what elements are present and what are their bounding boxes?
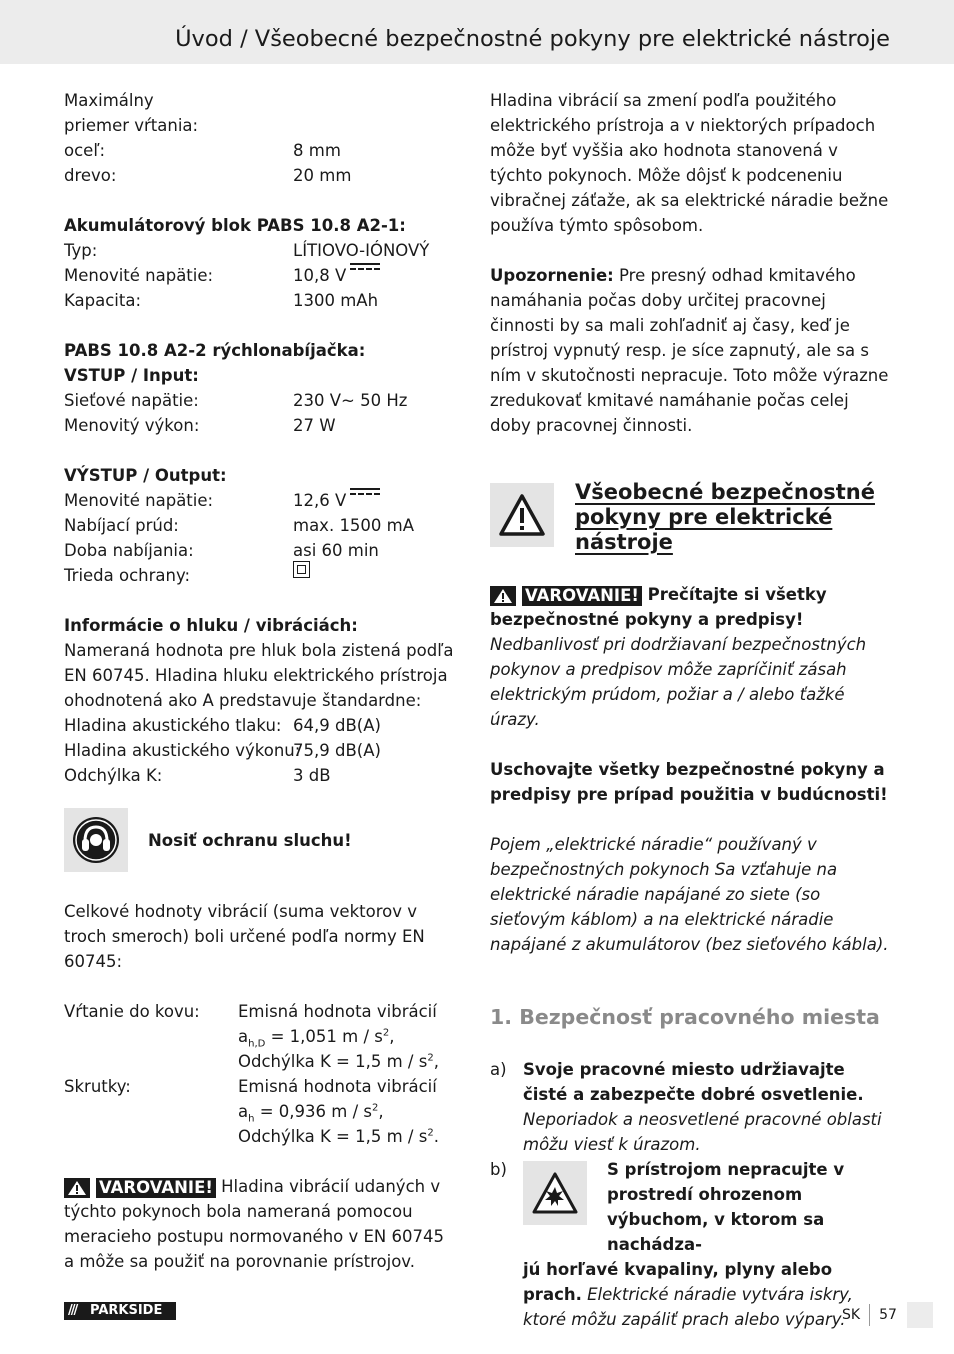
- spec-row: Hladina akustického tlaku: 64,9 dB(A): [64, 716, 381, 735]
- right-column: [490, 88, 890, 1332]
- vib-value: $a_h = 0,936$ m / $s^2$,: [238, 1102, 384, 1125]
- vib-row: [64, 1024, 459, 1049]
- upozornenie: Upozornenie: Pre presný odhad kmitavého namáhania počas doby určitej pracovnej činnosti by sa mali zohľadniť aj časy, keď je prístroj vypnutý resp. je síce zapnutý, ale sa s ním v skutočnosti nepracuje. Toto môže výrazne zredukovať kmitavé namáhanie počas celej doby pracovnej činnosti.: [490, 266, 889, 435]
- warning-sign-icon: [490, 483, 554, 547]
- spec-row: Sieťové napätie: 230 V~ 50 Hz: [64, 391, 408, 410]
- spec-row: Nabíjací prúd: max. 1500 mA: [64, 516, 415, 535]
- drill-label-1: Maximálny: [64, 91, 154, 110]
- ear-protection-text: Nosiť ochranu sluchu!: [148, 830, 352, 850]
- dc-symbol-icon: [350, 486, 380, 496]
- spec-row: Doba nabíjania: asi 60 min: [64, 541, 379, 560]
- output-heading: VÝSTUP / Output:: [64, 466, 227, 485]
- vib-row: [64, 1049, 459, 1074]
- parkside-logo: /// PARKSIDE: [64, 1302, 176, 1320]
- spec-row: drevo: 20 mm: [64, 166, 352, 185]
- warning-badge: VAROVANIE!: [490, 586, 642, 606]
- left-warning: VAROVANIE! Hladina vibrácií udaných v týchto pokynoch bola nameraná pomocou meracieho postupu normovaného v EN 60745 a môže sa použiť na porovnanie prístrojov.: [64, 1177, 444, 1271]
- term-definition: Pojem „elektrické náradie“ používaný v bezpečnostných pokynoch Sa vzťahuje na elektrické náradie napájané zo siete (so sieťovým káblom) a na elektrické náradie napájané z akumulátorov (bez sieťového kábla).: [490, 835, 889, 954]
- input-heading: VSTUP / Input:: [64, 366, 199, 385]
- warning-triangle-icon: [490, 586, 516, 606]
- ear-protection-icon: [64, 808, 128, 872]
- vib-value: $a_{h,D} = 1,051$ m / $s^2$,: [238, 1027, 395, 1050]
- list-item: a) Svoje pracovné miesto udržiavajte čisté a zabezpečte dobré osvetlenie. Neporiadok a neosvetlené pracovné oblasti môžu viesť k úrazom.: [490, 1060, 882, 1154]
- spec-row: oceľ: 8 mm: [64, 141, 341, 160]
- vib-dev: Odchýlka K = 1,5 m / $s^2$.: [238, 1127, 439, 1146]
- keep-instructions: Uschovajte všetky bezpečnostné pokyny a predpisy pre prípad použitia v budúcnosti!: [490, 760, 888, 804]
- vib-row: [64, 1099, 459, 1124]
- page-header: [0, 0, 954, 64]
- spec-row: Menovitý výkon: 27 W: [64, 416, 336, 435]
- battery-heading: Akumulátorový blok PABS 10.8 A2-1:: [64, 216, 406, 235]
- vibration-note: Hladina vibrácií sa zmení podľa použitého elektrického prístroja a v niektorých prípadoch môže byť vyššia ako hodnota stanovená v týchto pokynoch. Môže dôjsť k podceneniu vibračnej záťaže, ak sa elektrické náradie bežne používa týmto spôsobom.: [490, 91, 889, 235]
- warning-triangle-icon: [64, 1178, 90, 1198]
- page-footer: [842, 1302, 933, 1327]
- spec-row: Odchýlka K: 3 dB: [64, 766, 331, 785]
- protection-class-2-icon: [293, 561, 310, 578]
- spec-row: Trieda ochrany:: [64, 563, 459, 588]
- page-title: Úvod / Všeobecné bezpečnostné pokyny pre elektrické nástroje: [175, 26, 890, 52]
- spec-row: Typ: LÍTIOVO-IÓNOVÝ: [64, 241, 430, 260]
- drill-label-2: priemer vŕtania:: [64, 116, 199, 135]
- section-header: [490, 480, 890, 555]
- vib-row: Vŕtanie do kovu: Emisná hodnota vibrácií: [64, 1002, 437, 1021]
- dc-symbol-icon: [350, 261, 380, 271]
- noise-heading: Informácie o hluku / vibráciách:: [64, 616, 358, 635]
- language-code: SK: [842, 1306, 861, 1323]
- list-item: b) S prístrojom nepracujte v prostredí ohrozenom výbuchom, v ktorom sa nachádza- jú horľavé kvapaliny, plyny alebo prach. Elektrické náradie vytvára iskry, ktoré môžu zapáliť prach alebo výpary.: [490, 1160, 853, 1329]
- spec-row: Kapacita: 1300 mAh: [64, 291, 379, 310]
- explosion-warning-icon: [523, 1161, 587, 1225]
- right-warning: VAROVANIE! Prečítajte si všetky bezpečnostné pokyny a predpisy! Nedbanlivosť pri dodržiavaní bezpečnostných pokynov a predpisov môže zapríčiniť zásah elektrickým prúdom, požiar a / alebo ťažké úrazy.: [490, 585, 867, 729]
- spec-row: Menovité napätie: 12,6 V: [64, 488, 459, 513]
- charger-heading: PABS 10.8 A2-2 rýchlonabíjačka:: [64, 341, 366, 360]
- section-title: Všeobecné bezpečnostné pokyny pre elektrické nástroje: [575, 480, 875, 554]
- vibration-text: Celkové hodnoty vibrácií (suma vektorov v troch smeroch) boli určené podľa normy EN 60745:: [64, 902, 425, 971]
- ear-protection-note: [64, 808, 459, 872]
- heading-workplace-safety: 1. Bezpečnosť pracovného miesta: [490, 1005, 880, 1029]
- spec-row: Hladina akustického výkonu: 75,9 dB(A): [64, 741, 381, 760]
- vib-dev: Odchýlka K = 1,5 m / $s^2$,: [238, 1052, 439, 1071]
- vib-row: Skrutky: Emisná hodnota vibrácií: [64, 1077, 437, 1096]
- left-column: [64, 88, 459, 1274]
- spec-row: Menovité napätie: 10,8 V: [64, 263, 459, 288]
- page-number: 57: [879, 1306, 897, 1323]
- noise-text: Nameraná hodnota pre hluk bola zistená podľa EN 60745. Hladina hluku elektrického prístroja ohodnotená ako A predstavuje štandardne:: [64, 641, 454, 710]
- vib-row: [64, 1124, 459, 1149]
- warning-badge: VAROVANIE!: [64, 1178, 216, 1198]
